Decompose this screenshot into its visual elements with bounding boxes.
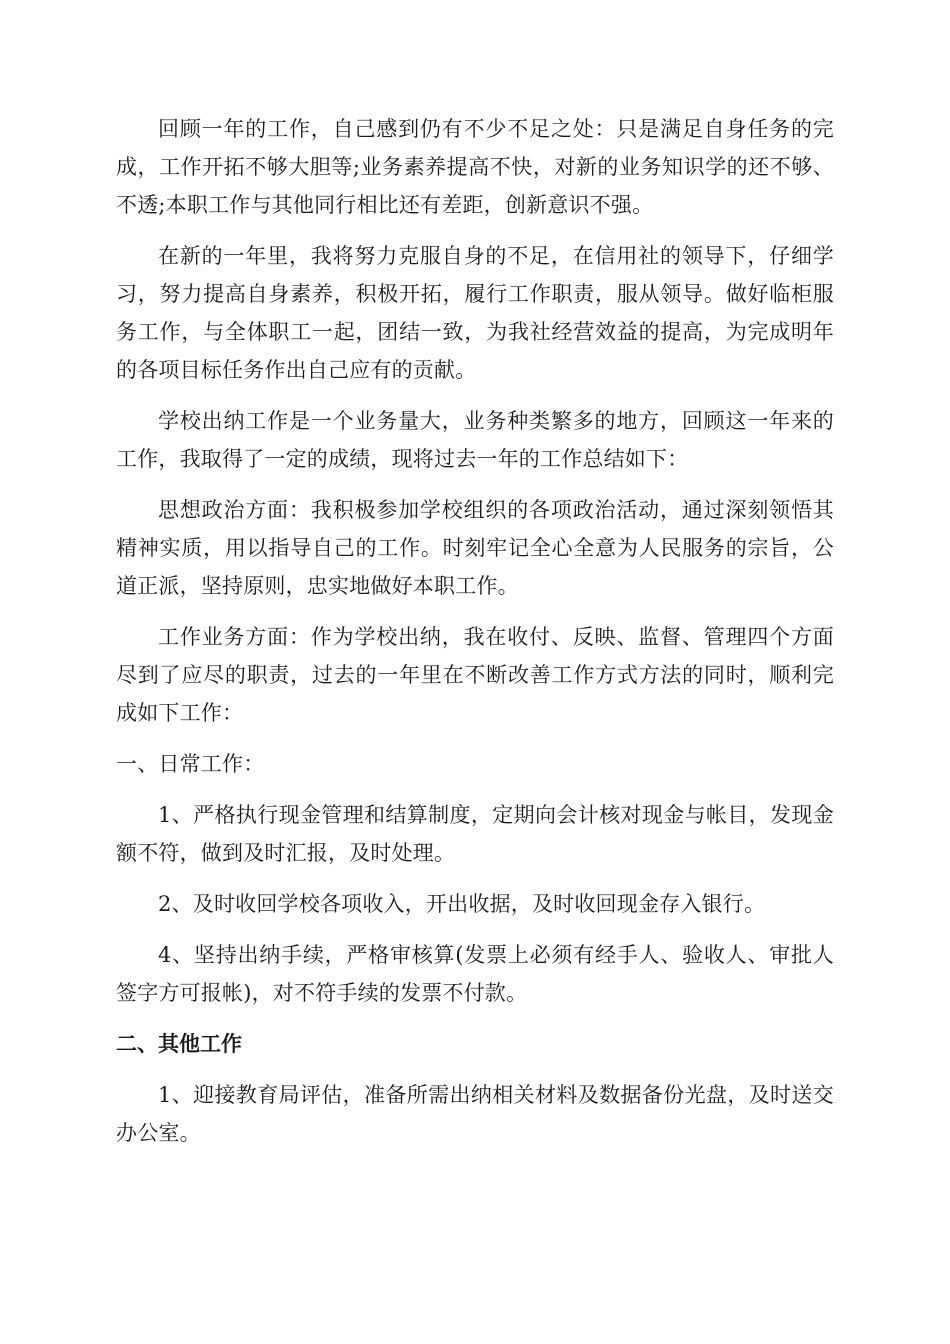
- paragraph-political: 思想政治方面：我积极参加学校组织的各项政治活动，通过深刻领悟其精神实质，用以指导自己的工作。时刻牢记全心全意为人民服务的宗旨，公道正派，坚持原则，忠实地做好本职工作。: [116, 498, 834, 598]
- section-heading-daily-work: 一、日常工作：: [116, 752, 265, 776]
- paragraph-business: 工作业务方面：作为学校出纳，我在收付、反映、监督、管理四个方面尽到了应尽的职责，过去的一年里在不断改善工作方式方法的同时，顺利完成如下工作：: [116, 625, 834, 725]
- list-item-other-1: 1、迎接教育局评估，准备所需出纳相关材料及数据备份光盘，及时送交办公室。: [116, 1083, 834, 1145]
- paragraph-review: 回顾一年的工作，自己感到仍有不少不足之处：只是满足自身任务的完成，工作开拓不够大胆等;业务素养提高不快，对新的业务知识学的还不够、不透;本职工作与其他同行相比还有差距，创新意识不强。: [116, 117, 834, 217]
- list-item-daily-2: 2、及时收回学校各项收入，开出收据，及时收回现金存入银行。: [158, 892, 766, 916]
- list-item-daily-1: 1、严格执行现金管理和结算制度，定期向会计核对现金与帐目，发现金额不符，做到及时汇报，及时处理。: [116, 803, 834, 865]
- list-item-daily-4: 4、坚持出纳手续，严格审核算(发票上必须有经手人、验收人、审批人签字方可报帐)，对不符手续的发票不付款。: [116, 943, 834, 1005]
- document-page: [116, 110, 834, 1165]
- paragraph-new-year-plan: 在新的一年里，我将努力克服自身的不足，在信用社的领导下，仔细学习，努力提高自身素养，积极开拓，履行工作职责，服从领导。做好临柜服务工作，与全体职工一起，团结一致，为我社经营效益的提高，为完成明年的各项目标任务作出自己应有的贡献。: [116, 244, 834, 382]
- section-heading-other-work: 二、其他工作: [116, 1032, 242, 1056]
- paragraph-cashier-intro: 学校出纳工作是一个业务量大，业务种类繁多的地方，回顾这一年来的工作，我取得了一定的成绩，现将过去一年的工作总结如下：: [116, 409, 834, 471]
